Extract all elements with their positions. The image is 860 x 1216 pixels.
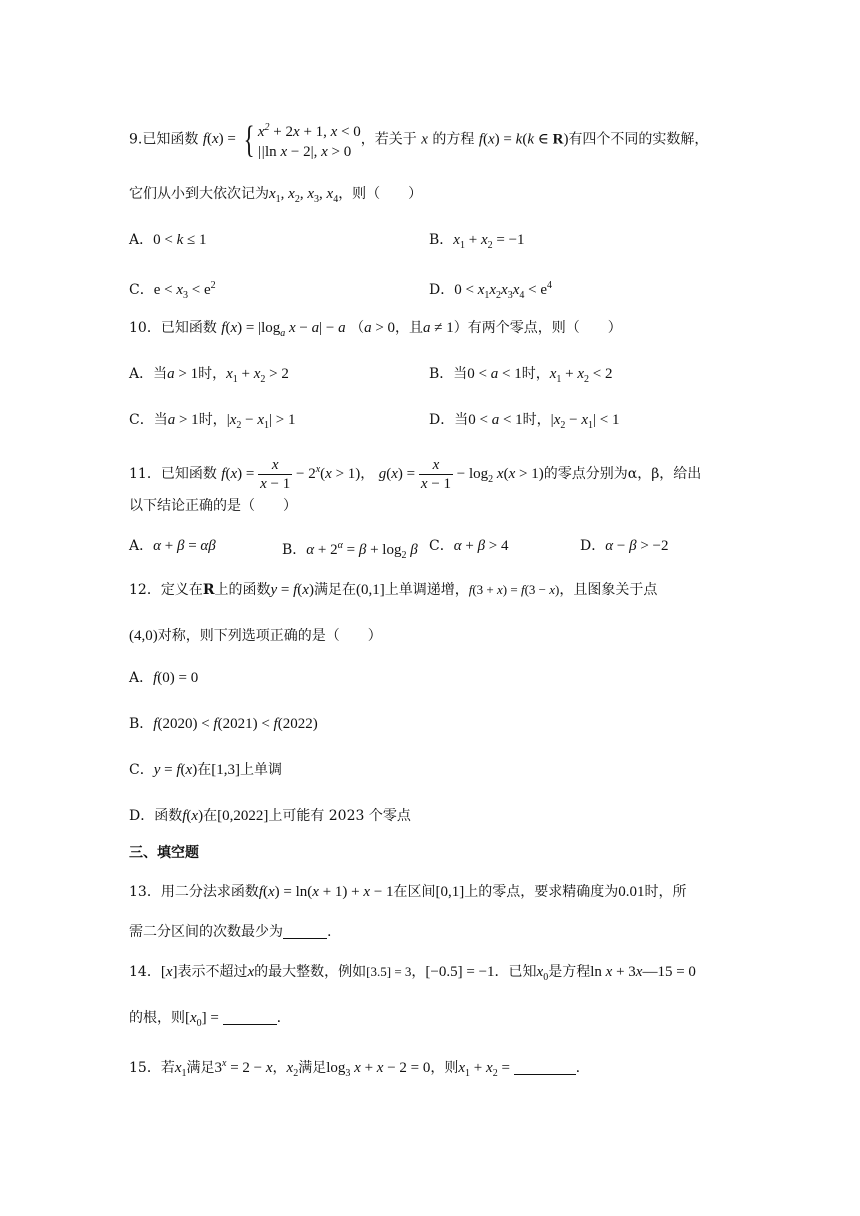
q12-stem-b: 上的函数	[214, 582, 271, 598]
q14-answer-blank[interactable]	[223, 1008, 277, 1025]
q10-option-a-cond: a > 1	[167, 366, 199, 382]
q9-stem-a: 已知函数	[142, 131, 199, 148]
q10-option-b-expr: $x_1 + x_2 < 2$	[549, 366, 613, 385]
q9-option-d-label: D．	[429, 282, 455, 298]
q11-option-a-label: A．	[129, 538, 154, 554]
q15-sum: $x_1 + x_2$ =	[458, 1060, 514, 1079]
q10-option-d-label: D．当	[429, 412, 469, 428]
q9-option-d[interactable]	[429, 276, 552, 306]
q12-option-d-interval: [0,2022]	[217, 808, 269, 824]
q12-stem-d: 上单调递增，	[384, 582, 469, 598]
q14-equation: ln x + 3x—15 = 0	[590, 964, 696, 980]
q10-option-c-sep: 时，	[198, 412, 227, 428]
q12-point: (4,0)	[129, 628, 158, 644]
q10-line1	[129, 318, 622, 344]
q10-number: 10．	[129, 320, 161, 336]
q10-option-a[interactable]	[129, 364, 289, 390]
q15-end: .	[575, 1060, 581, 1076]
q12-line1	[129, 580, 657, 600]
q10-function-def: $f(x) = |\log_a$ x − a| − a	[221, 320, 346, 339]
q10-option-a-sep: 时，	[198, 366, 227, 382]
q12-option-d-in: 在	[203, 808, 218, 824]
q11-line2-text: 以下结论正确的是（ ）	[129, 498, 297, 514]
q9-line2	[129, 184, 422, 210]
q15-eq2: $\log_3 x + x - 2 = 0$	[326, 1060, 431, 1079]
q10-option-c-label: C．当	[129, 412, 168, 428]
q11-g-def: g(x) = $\frac{x}{x - 1}$ − $\log_2 x(x > 1)$	[378, 457, 544, 493]
q13-stem-c: 上的零点，要求精确度为	[464, 884, 619, 900]
q15-x2: $x_2$	[286, 1060, 299, 1079]
q9-equation: f(x) = k(k ∈ R)	[478, 131, 569, 148]
q11-stem-c: 的零点分别为α，β，给出	[543, 466, 702, 482]
q12-option-d-func: f(x)	[182, 808, 204, 824]
q11-option-d[interactable]	[580, 536, 668, 556]
q11-option-a-expr: α + β = αβ	[153, 538, 216, 554]
q13-end: .	[327, 924, 332, 940]
q11-f-def: f(x) = $\frac{x}{x - 1}$ − $2^x(x > 1)$	[221, 457, 361, 493]
q15-stem-b: 满足	[186, 1060, 215, 1076]
q12-option-c-text: 上单调	[239, 762, 282, 778]
q15-x1: $x_1$	[174, 1060, 187, 1079]
q10-stem-b: （	[350, 320, 365, 336]
q12-option-d-text: 上可能有 2023 个零点	[268, 808, 411, 824]
q14-var-x: x	[247, 964, 255, 980]
q12-option-b[interactable]	[129, 714, 318, 734]
q14-line2	[129, 1008, 281, 1034]
q12-option-b-label: B．	[129, 716, 154, 732]
q15-stem-e: ，则	[430, 1060, 459, 1076]
q12-line2	[129, 626, 382, 646]
q9-option-b-expr: $x_1 + x_2 = -1$	[453, 232, 525, 251]
q11-line2	[129, 496, 297, 516]
q11-option-c-label: C．	[429, 538, 454, 554]
q10-option-b[interactable]	[429, 364, 613, 390]
q12-option-c-label: C．	[129, 762, 154, 778]
q11-option-b-expr: $\alpha + 2^\alpha = \beta + \log_2 \beta$	[306, 540, 418, 561]
q12-option-a-expr: f(0) = 0	[153, 670, 199, 686]
q12-interval: (0,1]	[355, 582, 385, 598]
q10-cond-a: a > 0	[364, 320, 396, 336]
q9-line2-b: ，则（ ）	[338, 186, 423, 202]
q13-line2-text: 需二分区间的次数最少为	[129, 924, 283, 940]
q9-option-a-expr: 0 < k ≤ 1	[153, 232, 207, 248]
q11-stem-a: 已知函数	[160, 466, 217, 482]
q13-number: 13．	[129, 884, 161, 900]
q14-line1	[129, 962, 696, 988]
q15-stem-a: 若	[160, 1060, 175, 1076]
q11-option-d-expr: α − β > −2	[605, 538, 669, 554]
q9-option-c[interactable]	[129, 276, 216, 306]
q10-option-d-expr: $|x_2 - x_1| < 1$	[550, 412, 620, 431]
q9-line2-a: 它们从小到大依次记为	[129, 186, 269, 202]
q14-end: .	[276, 1010, 282, 1026]
q10-option-d-sep: 时，	[522, 412, 551, 428]
q10-option-b-sep: 时，	[521, 366, 550, 382]
q11-option-c-expr: α + β > 4	[453, 538, 509, 554]
q12-stem-e: ，且图象关于点	[559, 582, 658, 598]
q12-option-d-label: D．函数	[129, 808, 183, 824]
q9-option-c-label: C．	[129, 282, 154, 298]
q12-option-c-func: y = f(x)	[153, 762, 198, 778]
q12-option-c-interval: [1,3]	[211, 762, 240, 778]
q14-example-2: [−0.5] = −1	[425, 964, 495, 980]
q11-option-a[interactable]	[129, 536, 216, 556]
q12-stem-c: 满足在	[313, 582, 356, 598]
q10-option-c-expr: $|x_2 - x_1| > 1$	[226, 412, 296, 431]
q13-line1	[129, 882, 687, 902]
q9-stem-d: 有四个不同的实数解，	[568, 131, 709, 148]
q14-example-1: [3.5] = 3	[366, 964, 412, 979]
q13-stem-b: 在区间	[393, 884, 436, 900]
q13-precision: 0.01	[618, 884, 645, 900]
q10-cond-b: a ≠ 1	[423, 320, 454, 336]
q12-option-c[interactable]	[129, 760, 282, 780]
q10-option-a-expr: $x_1 + x_2 > 2$	[226, 366, 289, 385]
q10-option-c-cond: a > 1	[167, 412, 199, 428]
q10-option-a-label: A．当	[129, 366, 168, 382]
q9-option-a[interactable]	[129, 230, 207, 250]
q13-stem-a: 用二分法求函数	[160, 884, 259, 900]
q15-line1	[129, 1054, 580, 1084]
q9-roots: $x_1$, $x_2$, $x_3$, $x_4$	[269, 186, 339, 205]
q10-option-b-cond: 0 < a < 1	[467, 366, 522, 382]
q11-option-c[interactable]	[429, 536, 509, 556]
q14-stem-a: 表示不超过	[177, 964, 248, 980]
q10-option-d[interactable]	[429, 410, 619, 436]
q13-line2	[129, 922, 331, 942]
q15-number: 15．	[129, 1060, 161, 1076]
q11-option-b-label: B．	[282, 542, 307, 558]
section-fill-in-heading: 三、填空题	[129, 845, 199, 861]
q13-stem-d: 时，所	[644, 884, 687, 900]
q10-option-d-cond: 0 < a < 1	[468, 412, 523, 428]
q13-answer-blank[interactable]	[283, 922, 327, 939]
q10-stem-d: ）有两个零点，则（ ）	[453, 320, 622, 336]
q15-stem-c: ，	[272, 1060, 287, 1076]
q11-option-b[interactable]	[282, 536, 418, 566]
q12-option-b-expr: f(2020) < f(2021) < f(2022)	[153, 716, 318, 732]
q12-stem-a: 定义在	[160, 582, 203, 598]
q11-number: 11．	[129, 466, 161, 482]
q9-var-x: x	[421, 131, 428, 148]
q14-floor-x0: $[x_0]$ =	[185, 1010, 223, 1029]
q10-stem-c: ，且	[395, 320, 424, 336]
q14-stem-e: 是方程	[548, 964, 591, 980]
q9-function-def: f(x) = { $x^2 + 2x + 1$, x < 0 ||ln x − 2|, x > 0	[202, 119, 361, 161]
q9-stem-c: 的方程	[432, 131, 475, 148]
q12-number: 12．	[129, 582, 161, 598]
q9-option-b-label: B．	[429, 232, 454, 248]
q12-option-d[interactable]	[129, 806, 411, 826]
q12-option-c-in: 在	[197, 762, 212, 778]
q14-stem-b: 的最大整数，例如	[254, 964, 367, 980]
q9-option-b[interactable]	[429, 230, 525, 256]
q14-x0: $x_0$	[536, 964, 549, 983]
q10-option-c[interactable]	[129, 410, 295, 436]
q12-line2-text: 对称，则下列选项正确的是（ ）	[157, 628, 382, 644]
q9-line1	[129, 118, 708, 162]
q12-func: y = f(x)	[270, 582, 314, 598]
q12-real-set: R	[202, 582, 215, 598]
q14-line2-text: 的根，则	[129, 1010, 185, 1026]
q10-option-b-label: B．当	[429, 366, 468, 382]
q12-option-a-label: A．	[129, 670, 154, 686]
q9-stem-b: ，若关于	[360, 131, 417, 148]
q11-stem-b: ，	[360, 466, 375, 482]
q15-stem-d: 满足	[298, 1060, 327, 1076]
q14-stem-c: ，	[411, 964, 426, 980]
q12-symmetry: f(3 + x) = f(3 − x)	[468, 582, 560, 597]
q13-function: f(x) = ln(x + 1) + x − 1	[258, 884, 394, 900]
q15-answer-blank[interactable]	[514, 1058, 576, 1075]
q14-floor-x: [x]	[160, 964, 178, 980]
q14-number: 14．	[129, 964, 161, 980]
q9-number: 9.	[129, 131, 143, 148]
q13-interval: [0,1]	[435, 884, 465, 900]
q9-option-c-expr: $e < x_3 < e^2$	[153, 280, 216, 301]
q11-line1	[129, 450, 701, 500]
q12-option-a[interactable]	[129, 668, 198, 688]
q14-stem-d: ．已知	[494, 964, 537, 980]
q15-eq1: $3^x = 2 - x$	[214, 1058, 273, 1076]
q9-option-d-expr: $0 < x_1x_2x_3x_4 < e^4$	[454, 280, 553, 301]
q9-option-a-label: A．	[129, 232, 154, 248]
q11-option-d-label: D．	[580, 538, 606, 554]
q10-stem-a: 已知函数	[160, 320, 217, 336]
